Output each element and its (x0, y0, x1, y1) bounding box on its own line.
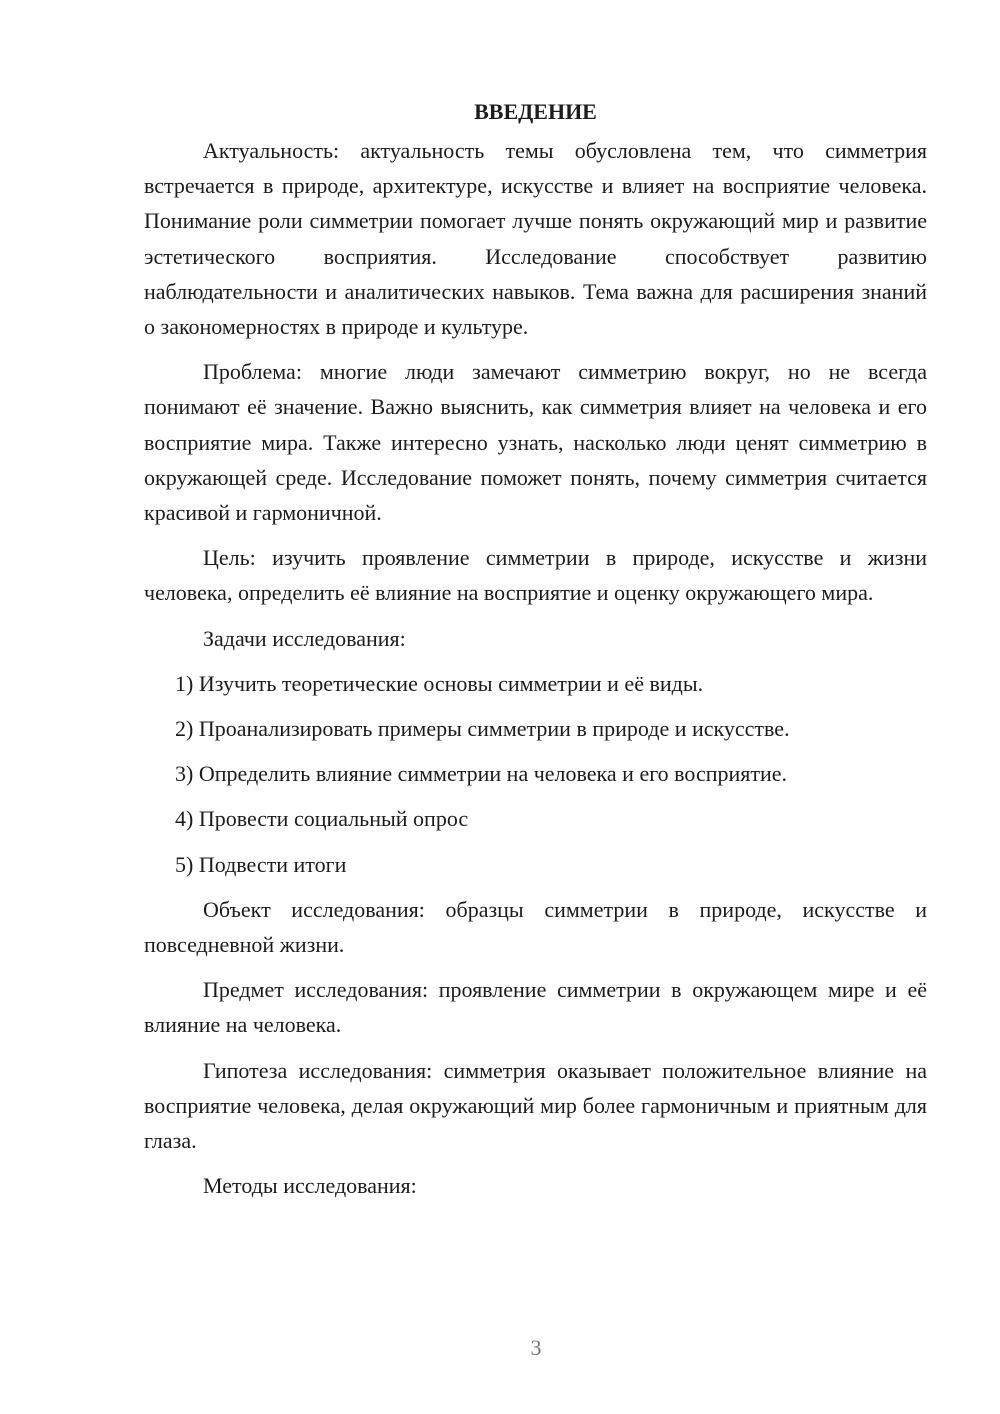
object-paragraph: Объект исследования: образцы симметрии в природе, искусстве и повседневной жизни. (144, 896, 927, 958)
relevance-paragraph: Актуальность: актуальность темы обусловлена тем, что симметрия встречается в природе, архитектуре, искусстве и влияет на восприятие человека. Понимание роли симметрии помогает лучше понять окружающий мир и развитие эстетического восприятия. Исследование способствует развитию наблюдательности и аналитических навыков. Тема важна для расширения знаний о закономерностях в природе и культуре. (144, 138, 927, 340)
methods-title: Методы исследования: (203, 1173, 417, 1199)
tasks-list (144, 666, 927, 882)
section-heading: ВВЕДЕНИЕ (474, 99, 597, 124)
problem-paragraph: Проблема: многие люди замечают симметрию вокруг, но не всегда понимают её значение. Важно выяснить, как симметрия влияет на человека и его восприятие мира. Также интересно узнать, насколько люди ценят симметрию в окружающей среде. Исследование поможет понять, почему симметрия считается красивой и гармоничной. (144, 359, 927, 526)
page-number: 3 (530, 1335, 542, 1360)
page-content (144, 94, 927, 1213)
task-item: 2) Проанализировать примеры симметрии в природе и искусстве. (175, 716, 790, 742)
task-item: 3) Определить влияние симметрии на человека и его восприятие. (175, 761, 788, 787)
tasks-title: Задачи исследования: (203, 625, 406, 651)
task-item: 4) Провести социальный опрос (175, 806, 469, 832)
task-item: 1) Изучить теоретические основы симметрии и её виды. (175, 670, 704, 696)
subject-paragraph: Предмет исследования: проявление симметрии в окружающем мире и её влияние на человека. (144, 977, 927, 1038)
goal-paragraph: Цель: изучить проявление симметрии в природе, искусстве и жизни человека, определить её влияние на восприятие и оценку окружающего мира. (144, 545, 927, 606)
task-item: 5) Подвести итоги (175, 851, 347, 877)
hypothesis-paragraph: Гипотеза исследования: симметрия оказывает положительное влияние на восприятие человека, делая окружающий мир более гармоничным и приятным для глаза. (144, 1057, 927, 1154)
